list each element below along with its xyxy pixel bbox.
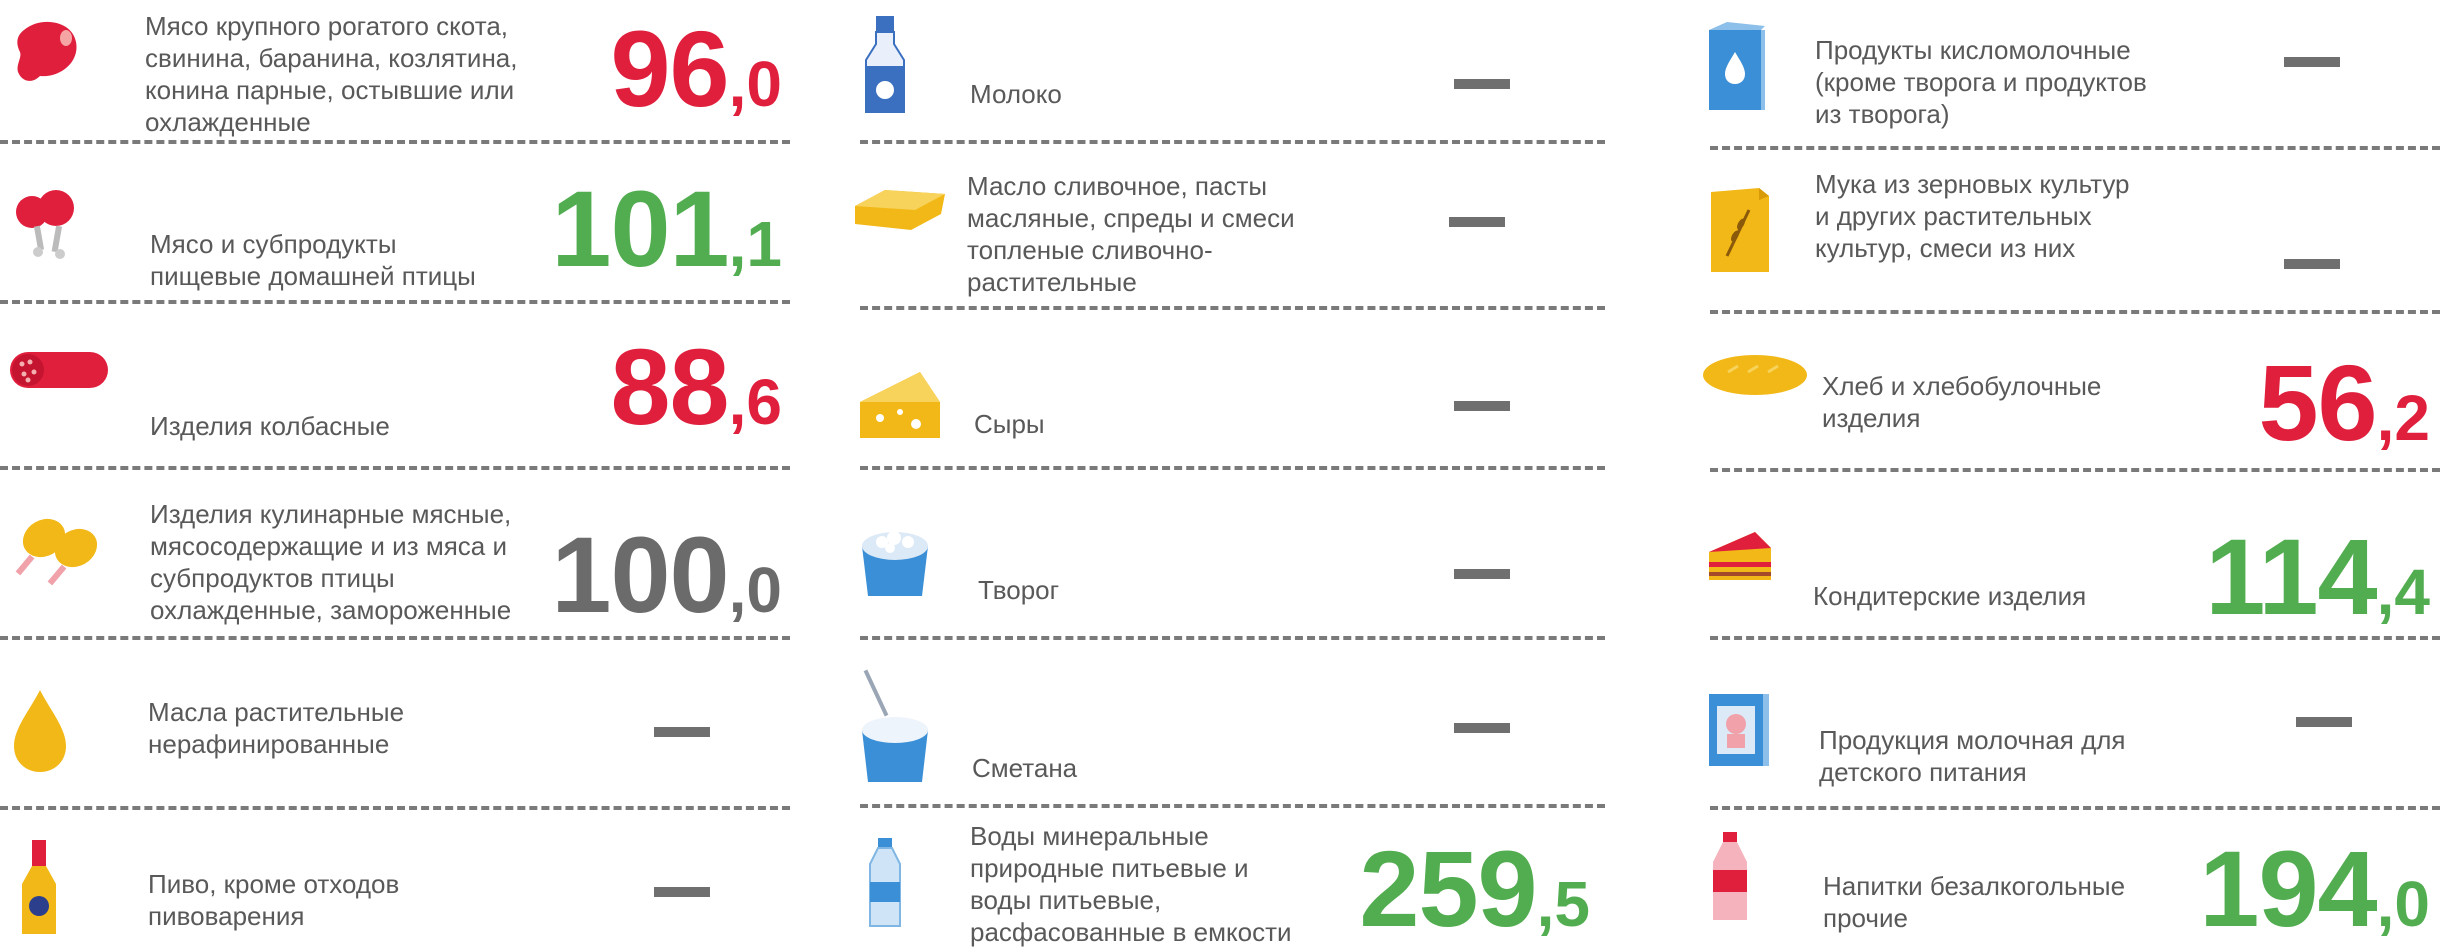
item-label: Изделия колбасные <box>150 411 390 441</box>
divider <box>860 636 1605 640</box>
divider <box>860 804 1605 808</box>
divider <box>1710 636 2440 640</box>
list-item <box>10 310 790 460</box>
cheese-icon <box>860 372 940 472</box>
cake-slice-icon <box>1705 526 1775 626</box>
list-item <box>10 812 790 946</box>
oil-drop-icon <box>10 686 70 786</box>
soda-bottle-icon <box>1705 832 1755 932</box>
no-data-dash <box>1454 569 1510 579</box>
item-value: 259,5 <box>1359 828 1590 949</box>
sour-cream-icon <box>860 668 930 788</box>
cottage-cheese-icon <box>860 522 930 622</box>
butter-icon <box>855 178 945 278</box>
chicken-legs-icon <box>10 508 110 608</box>
no-data-dash <box>1454 401 1510 411</box>
poultry-drumsticks-icon <box>10 182 90 282</box>
item-value: 100,0 <box>551 514 782 635</box>
flour-bag-icon <box>1705 186 1775 286</box>
item-label: Кондитерские изделия <box>1813 581 2087 611</box>
divider <box>860 140 1605 144</box>
baby-food-box-icon <box>1705 688 1771 788</box>
item-value: 56,2 <box>2258 342 2430 463</box>
item-label: Сметана <box>972 753 1078 783</box>
list-item <box>860 660 1600 800</box>
item-label: Сыры <box>974 409 1045 439</box>
list-item <box>10 0 790 140</box>
divider <box>0 140 790 144</box>
list-item <box>1705 812 2440 949</box>
list-item <box>1705 160 2440 310</box>
item-value: 96,0 <box>610 8 782 129</box>
no-data-dash <box>1454 723 1510 733</box>
list-item <box>1705 476 2440 636</box>
list-item <box>860 316 1600 466</box>
item-label: Мука из зерновых культур и других растительных культур, смеси из них <box>1815 169 2130 263</box>
item-label: Масло сливочное, пасты масляные, спреды и смеси топленые сливочно-растительные <box>967 171 1295 297</box>
divider <box>0 300 790 304</box>
divider <box>0 806 790 810</box>
no-data-dash <box>2296 717 2352 727</box>
divider <box>1710 310 2440 314</box>
no-data-dash <box>1454 79 1510 89</box>
divider <box>1710 146 2440 150</box>
item-value: 194,0 <box>2199 828 2430 949</box>
no-data-dash <box>654 727 710 737</box>
divider <box>0 466 790 470</box>
no-data-dash <box>2284 57 2340 67</box>
list-item <box>860 812 1600 949</box>
divider <box>1710 468 2440 472</box>
item-label: Мясо крупного рогатого скота, свинина, баранина, козлятина, конина парные, остывшие или охлажденные <box>145 11 518 137</box>
divider <box>860 466 1605 470</box>
divider <box>0 636 790 640</box>
no-data-dash <box>2284 259 2340 269</box>
item-label: Мясо и субпродукты пищевые домашней птицы <box>150 229 476 291</box>
item-label: Продукты кисломолочные (кроме творога и продуктов из творога) <box>1815 35 2147 129</box>
list-item <box>1705 0 2440 146</box>
milk-bottle-icon <box>860 16 910 116</box>
dairy-carton-icon <box>1705 22 1765 122</box>
no-data-dash <box>654 887 710 897</box>
item-label: Творог <box>978 575 1060 605</box>
divider <box>860 306 1605 310</box>
item-label: Воды минеральные природные питьевые и воды питьевые, расфасованные в емкости <box>970 821 1292 947</box>
list-item <box>860 0 1600 140</box>
list-item <box>1705 644 2440 804</box>
list-item <box>10 646 790 796</box>
water-bottle-icon <box>860 838 910 938</box>
item-label: Напитки безалкогольные прочие <box>1823 871 2126 933</box>
item-label: Молоко <box>970 79 1062 109</box>
no-data-dash <box>1449 217 1505 227</box>
list-item <box>10 476 790 636</box>
item-label: Пиво, кроме отходов пивоварения <box>148 869 400 931</box>
item-value: 114,4 <box>2205 516 2430 637</box>
list-item <box>1700 318 2440 468</box>
divider <box>1710 806 2440 810</box>
list-item <box>855 160 1600 310</box>
list-item <box>10 150 790 300</box>
item-label: Изделия кулинарные мясные, мясосодержащие и из мяса и субпродуктов птицы охлажденные, замороженные <box>150 499 512 625</box>
item-label: Хлеб и хлебобулочные изделия <box>1822 371 2102 433</box>
list-item <box>860 476 1600 636</box>
sausage-icon <box>10 340 110 440</box>
item-value: 88,6 <box>610 326 782 447</box>
beer-bottle-icon <box>10 840 70 940</box>
bread-loaf-icon <box>1700 350 1810 450</box>
item-value: 101,1 <box>551 168 782 289</box>
meat-steak-icon <box>10 12 90 112</box>
item-label: Масла растительные нерафинированные <box>148 697 405 759</box>
item-label: Продукция молочная для детского питания <box>1819 725 2126 787</box>
